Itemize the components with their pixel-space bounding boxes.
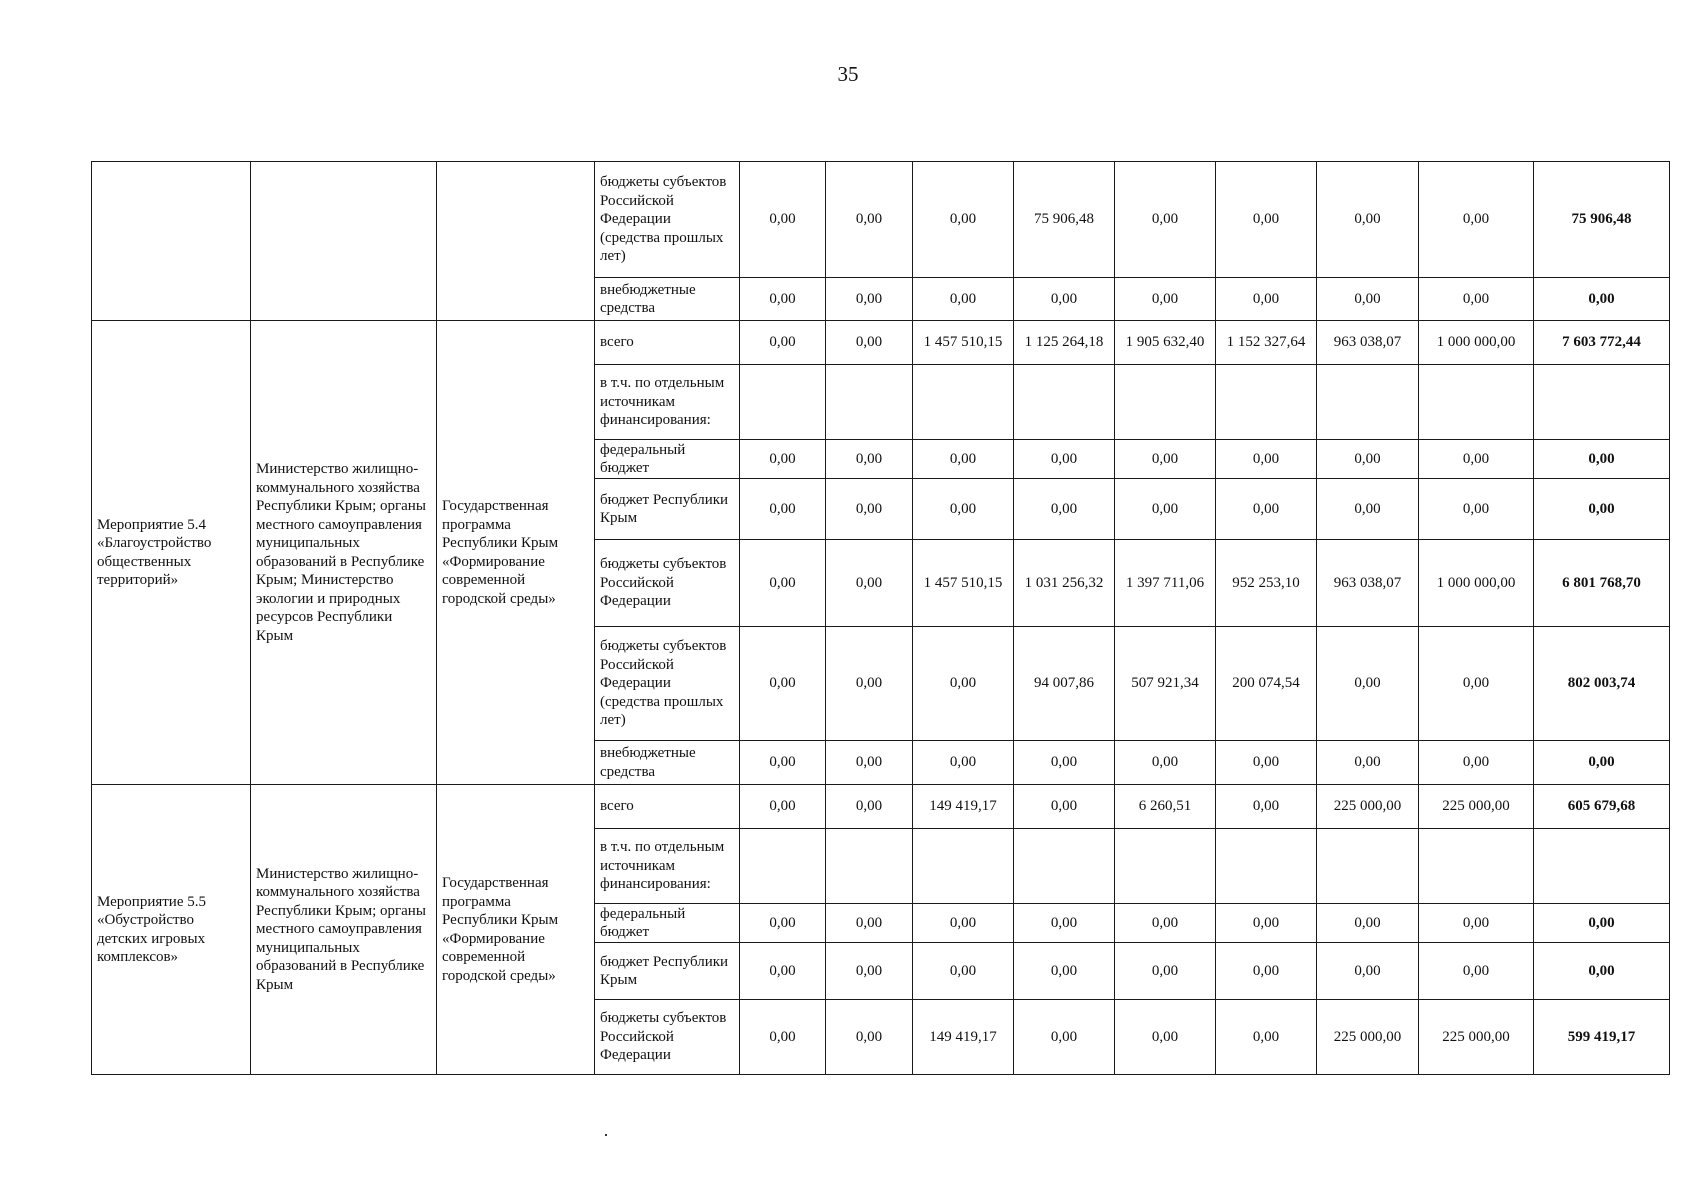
- table-row: [92, 162, 1670, 278]
- value-cell: 0,00: [740, 162, 826, 278]
- value-cell: 0,00: [1317, 627, 1419, 741]
- value-cell: 0,00: [826, 278, 913, 321]
- table-row: [92, 785, 1670, 829]
- value-cell: 0,00: [1014, 785, 1115, 829]
- value-cell: 963 038,07: [1317, 321, 1419, 365]
- value-cell: [913, 365, 1014, 440]
- funding-source: федеральный бюджет: [595, 440, 740, 479]
- value-cell: 0,00: [1216, 278, 1317, 321]
- scan-speck: [605, 1134, 607, 1136]
- value-cell: 200 074,54: [1216, 627, 1317, 741]
- value-cell: 0,00: [1115, 943, 1216, 1000]
- value-cell: 952 253,10: [1216, 540, 1317, 627]
- value-cell: [740, 365, 826, 440]
- value-cell: [1317, 829, 1419, 904]
- value-cell: 0,00: [826, 321, 913, 365]
- value-cell: [826, 829, 913, 904]
- funding-source: бюджеты субъектов Российской Федерации: [595, 1000, 740, 1075]
- value-cell: 0,00: [740, 1000, 826, 1075]
- value-cell: 0,00: [740, 785, 826, 829]
- value-cell: 0,00: [913, 479, 1014, 540]
- total-cell: 0,00: [1534, 904, 1670, 943]
- funding-table: [91, 161, 1670, 1075]
- value-cell: 1 152 327,64: [1216, 321, 1317, 365]
- value-cell: 0,00: [1317, 741, 1419, 785]
- value-cell: 0,00: [1419, 479, 1534, 540]
- value-cell: [1216, 365, 1317, 440]
- value-cell: 0,00: [826, 540, 913, 627]
- value-cell: 225 000,00: [1419, 785, 1534, 829]
- value-cell: 0,00: [826, 479, 913, 540]
- funding-source: бюджет Республики Крым: [595, 479, 740, 540]
- value-cell: 0,00: [826, 440, 913, 479]
- total-cell: 599 419,17: [1534, 1000, 1670, 1075]
- value-cell: 0,00: [740, 741, 826, 785]
- value-cell: [1115, 365, 1216, 440]
- total-cell: 7 603 772,44: [1534, 321, 1670, 365]
- value-cell: 0,00: [1014, 440, 1115, 479]
- value-cell: [1317, 365, 1419, 440]
- value-cell: 0,00: [1419, 278, 1534, 321]
- value-cell: [1419, 365, 1534, 440]
- value-cell: 0,00: [740, 627, 826, 741]
- value-cell: 0,00: [1216, 943, 1317, 1000]
- value-cell: 0,00: [1317, 162, 1419, 278]
- value-cell: 1 457 510,15: [913, 540, 1014, 627]
- table-row: [92, 321, 1670, 365]
- value-cell: 1 457 510,15: [913, 321, 1014, 365]
- value-cell: 0,00: [740, 943, 826, 1000]
- value-cell: 963 038,07: [1317, 540, 1419, 627]
- value-cell: 0,00: [826, 741, 913, 785]
- value-cell: 0,00: [826, 943, 913, 1000]
- value-cell: 0,00: [1014, 904, 1115, 943]
- program-cell: [437, 162, 595, 321]
- total-cell: 0,00: [1534, 479, 1670, 540]
- funding-source: всего: [595, 785, 740, 829]
- value-cell: 0,00: [1014, 479, 1115, 540]
- value-cell: [1216, 829, 1317, 904]
- value-cell: 0,00: [1014, 741, 1115, 785]
- value-cell: 0,00: [1216, 904, 1317, 943]
- value-cell: 0,00: [1115, 1000, 1216, 1075]
- value-cell: 149 419,17: [913, 1000, 1014, 1075]
- total-cell: [1534, 829, 1670, 904]
- page-number: 35: [837, 62, 859, 86]
- value-cell: 1 000 000,00: [1419, 321, 1534, 365]
- value-cell: 0,00: [1317, 904, 1419, 943]
- program-cell: Государственная программа Республики Крым «Формирование современной городской среды»: [437, 321, 595, 785]
- executor-cell: [251, 162, 437, 321]
- total-cell: 6 801 768,70: [1534, 540, 1670, 627]
- value-cell: 0,00: [826, 162, 913, 278]
- value-cell: 0,00: [1419, 904, 1534, 943]
- total-cell: 0,00: [1534, 278, 1670, 321]
- funding-source: всего: [595, 321, 740, 365]
- value-cell: 0,00: [1317, 278, 1419, 321]
- value-cell: 0,00: [1419, 162, 1534, 278]
- value-cell: [826, 365, 913, 440]
- value-cell: 0,00: [1216, 785, 1317, 829]
- value-cell: 507 921,34: [1115, 627, 1216, 741]
- value-cell: 0,00: [1419, 741, 1534, 785]
- value-cell: 0,00: [1419, 943, 1534, 1000]
- value-cell: [1014, 829, 1115, 904]
- value-cell: 0,00: [1014, 278, 1115, 321]
- value-cell: 1 125 264,18: [1014, 321, 1115, 365]
- value-cell: 0,00: [1419, 627, 1534, 741]
- measure-cell: [92, 162, 251, 321]
- value-cell: 0,00: [740, 440, 826, 479]
- funding-source: федеральный бюджет: [595, 904, 740, 943]
- value-cell: 0,00: [740, 278, 826, 321]
- funding-source: бюджеты субъектов Российской Федерации (средства прошлых лет): [595, 162, 740, 278]
- value-cell: 0,00: [826, 904, 913, 943]
- value-cell: 6 260,51: [1115, 785, 1216, 829]
- value-cell: 0,00: [1317, 943, 1419, 1000]
- value-cell: 0,00: [740, 321, 826, 365]
- value-cell: 1 000 000,00: [1419, 540, 1534, 627]
- value-cell: 0,00: [1115, 741, 1216, 785]
- value-cell: 0,00: [913, 162, 1014, 278]
- measure-cell: Мероприятие 5.5 «Обустройство детских игровых комплексов»: [92, 785, 251, 1075]
- funding-source: бюджеты субъектов Российской Федерации (средства прошлых лет): [595, 627, 740, 741]
- measure-cell: Мероприятие 5.4 «Благоустройство общественных территорий»: [92, 321, 251, 785]
- value-cell: [1419, 829, 1534, 904]
- value-cell: 0,00: [913, 904, 1014, 943]
- value-cell: 0,00: [740, 540, 826, 627]
- value-cell: 0,00: [740, 479, 826, 540]
- value-cell: 0,00: [913, 943, 1014, 1000]
- value-cell: 75 906,48: [1014, 162, 1115, 278]
- value-cell: 0,00: [1216, 440, 1317, 479]
- total-cell: 0,00: [1534, 943, 1670, 1000]
- value-cell: 94 007,86: [1014, 627, 1115, 741]
- value-cell: 0,00: [1216, 741, 1317, 785]
- value-cell: 0,00: [1317, 440, 1419, 479]
- value-cell: 225 000,00: [1419, 1000, 1534, 1075]
- value-cell: 0,00: [1115, 440, 1216, 479]
- total-cell: [1534, 365, 1670, 440]
- executor-cell: Министерство жилищно-коммунального хозяйства Республики Крым; органы местного самоуправления муниципальных образований в Республике Крым; Министерство экологии и природных ресурсов Республики Крым: [251, 321, 437, 785]
- value-cell: 0,00: [826, 627, 913, 741]
- value-cell: 0,00: [1216, 1000, 1317, 1075]
- value-cell: 0,00: [913, 627, 1014, 741]
- value-cell: 0,00: [1216, 162, 1317, 278]
- total-cell: 0,00: [1534, 440, 1670, 479]
- value-cell: 0,00: [913, 278, 1014, 321]
- funding-source: бюджет Республики Крым: [595, 943, 740, 1000]
- value-cell: 149 419,17: [913, 785, 1014, 829]
- total-cell: 605 679,68: [1534, 785, 1670, 829]
- total-cell: 802 003,74: [1534, 627, 1670, 741]
- executor-cell: Министерство жилищно-коммунального хозяйства Республики Крым; органы местного самоуправления муниципальных образований в Республике Крым: [251, 785, 437, 1075]
- value-cell: 0,00: [1115, 904, 1216, 943]
- value-cell: [1014, 365, 1115, 440]
- value-cell: [913, 829, 1014, 904]
- funding-source: внебюджетные средства: [595, 741, 740, 785]
- funding-source: в т.ч. по отдельным источникам финансирования:: [595, 365, 740, 440]
- value-cell: 0,00: [1115, 278, 1216, 321]
- value-cell: 0,00: [740, 904, 826, 943]
- value-cell: 0,00: [913, 440, 1014, 479]
- funding-source: бюджеты субъектов Российской Федерации: [595, 540, 740, 627]
- value-cell: 0,00: [1115, 162, 1216, 278]
- value-cell: 1 397 711,06: [1115, 540, 1216, 627]
- value-cell: 0,00: [826, 1000, 913, 1075]
- funding-source: в т.ч. по отдельным источникам финансирования:: [595, 829, 740, 904]
- value-cell: 0,00: [1317, 479, 1419, 540]
- value-cell: 0,00: [826, 785, 913, 829]
- value-cell: 225 000,00: [1317, 785, 1419, 829]
- value-cell: 1 031 256,32: [1014, 540, 1115, 627]
- value-cell: [740, 829, 826, 904]
- total-cell: 0,00: [1534, 741, 1670, 785]
- funding-source: внебюджетные средства: [595, 278, 740, 321]
- value-cell: 1 905 632,40: [1115, 321, 1216, 365]
- value-cell: 0,00: [1419, 440, 1534, 479]
- value-cell: 0,00: [1014, 1000, 1115, 1075]
- program-cell: Государственная программа Республики Крым «Формирование современной городской среды»: [437, 785, 595, 1075]
- value-cell: 0,00: [1216, 479, 1317, 540]
- value-cell: 0,00: [913, 741, 1014, 785]
- value-cell: [1115, 829, 1216, 904]
- value-cell: 0,00: [1014, 943, 1115, 1000]
- value-cell: 225 000,00: [1317, 1000, 1419, 1075]
- total-cell: 75 906,48: [1534, 162, 1670, 278]
- value-cell: 0,00: [1115, 479, 1216, 540]
